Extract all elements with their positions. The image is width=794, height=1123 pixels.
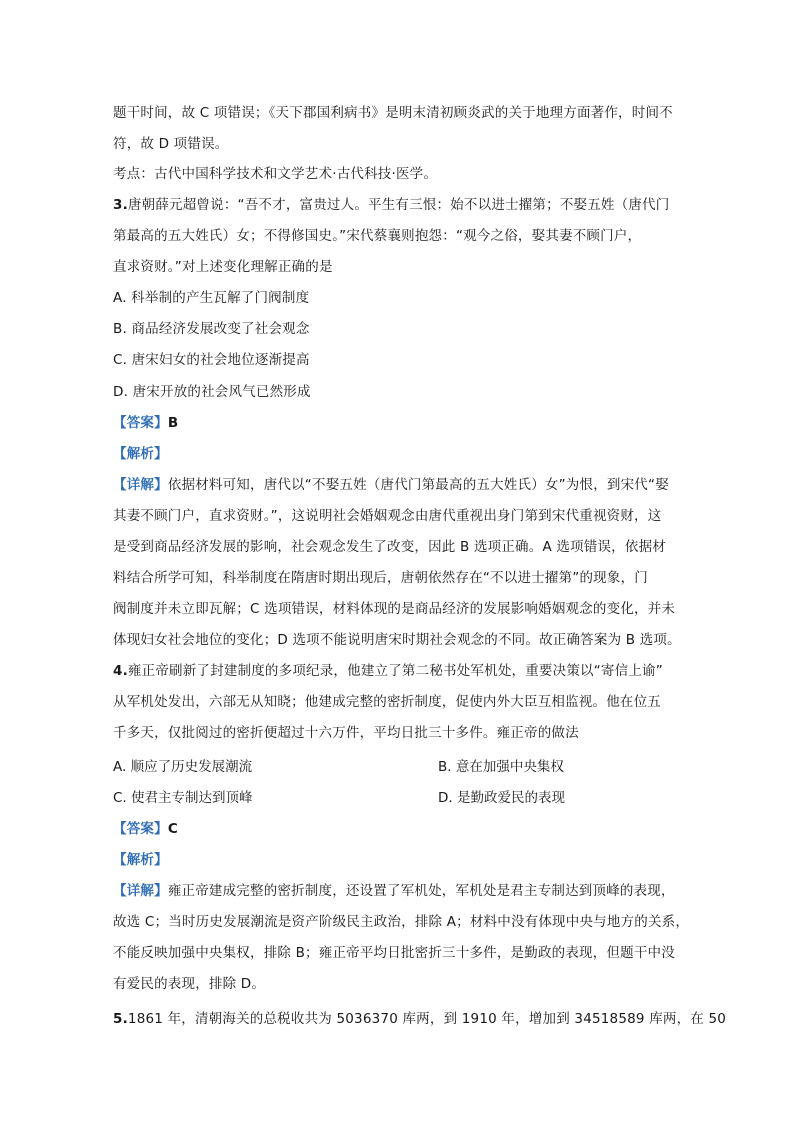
answer-value: C [167,821,178,837]
detail-line: 体现妇女社会地位的变化；D 选项不能说明唐宋时期社会观念的不同。故正确答案为 B 选项。 [113,632,681,648]
exam-point-line: 考点：古代中国科学技术和文学艺术·古代科技·医学。 [113,166,438,182]
option-d: D. 是勤政爱民的表现 [438,790,565,806]
detail-line: 故选 C；当时历史发展潮流是资产阶级民主政治，排除 A；材料中没有体现中央与地方的关系， [113,914,690,930]
question-3-stem [113,195,683,215]
detail-tag: 【详解】 [113,477,168,493]
answer-tag: 【答案】 [113,415,168,431]
detail-line: 不能反映加强中央集权，排除 B；雍正帝平均日批密折三十多件，是勤政的表现，但题干中没 [113,945,675,961]
question-4-stem-line: 从军机处发出，六部无从知晓；他建成完整的密折制度，促使内外大臣互相监视。他在位五 [113,694,661,710]
analysis-label: 【解析】 [113,852,168,868]
analysis-tag [113,850,683,870]
question-number: 3. [113,197,128,213]
detail-line: 其妻不顾门户，直求资财。”，这说明社会婚姻观念由唐代重视出身门第到宋代重视资财，这 [113,508,662,524]
option-b: B. 商品经济发展改变了社会观念 [113,321,310,337]
stem-text: 1861 年，清朝海关的总税收共为 5036370 库两，到 1910 年，增加到 34518589 库两，在 50 [127,1011,727,1027]
stem-text: 唐朝薛元超曾说：“吾不才，富贵过人。平生有三恨：始不以进士擢第；不娶五姓（唐代门 [127,197,670,213]
option-b: B. 意在加强中央集权 [438,759,564,775]
answer-line [113,413,683,433]
question-3-stem-line: 第最高的五大姓氏）女；不得修国史。”宋代蔡襄则抱怨：“观今之俗，娶其妻不顾门户， [113,228,642,244]
detail-line: 有爱民的表现，排除 D。 [113,976,266,992]
option-a: A. 科举制的产生瓦解了门阀制度 [113,290,310,306]
answer-tag: 【答案】 [113,821,168,837]
option-d: D. 唐宋开放的社会风气已然形成 [113,384,311,400]
detail-tag: 【详解】 [113,883,168,899]
question-3-stem-line: 直求资财。”对上述变化理解正确的是 [113,259,333,275]
stem-text: 雍正帝刷新了封建制度的多项纪录，他建立了第二秘书处军机处，重要决策以“寄信上谕” [127,663,663,679]
question-number: 5. [113,1011,128,1027]
analysis-tag [113,444,683,464]
question-number: 4. [113,663,128,679]
question-4-stem [113,661,683,681]
detail-line [113,475,683,495]
detail-line: 是受到商品经济发展的影响，社会观念发生了改变，因此 B 选项正确。A 选项错误，依据材 [113,539,666,555]
detail-line: 料结合所学可知，科举制度在隋唐时期出现后，唐朝依然存在“不以进士擢第”的现象，门 [113,570,648,586]
answer-value: B [167,415,179,431]
answer-line [113,819,683,839]
question-4-stem-line: 千多天，仅批阅过的密折便超过十六万件，平均日批三十多件。雍正帝的做法 [113,725,579,741]
detail-line: 阀制度并未立即瓦解；C 选项错误，材料体现的是商品经济的发展影响婚姻观念的变化，并未 [113,601,676,617]
paragraph-line: 符，故 D 项错误。 [113,136,229,152]
analysis-label: 【解析】 [113,446,168,462]
detail-text: 依据材料可知，唐代以“不娶五姓（唐代门第最高的五大姓氏）女”为恨，到宋代“娶 [167,477,669,493]
option-a: A. 顺应了历史发展潮流 [113,759,253,775]
question-5-stem [113,1009,727,1029]
detail-line [113,881,683,901]
option-c: C. 唐宋妇女的社会地位逐渐提高 [113,352,310,368]
option-c: C. 使君主专制达到顶峰 [113,790,253,806]
paragraph-line: 题干时间，故 C 项错误；《天下郡国利病书》是明末清初顾炎武的关于地理方面著作，时间不 [113,105,673,121]
detail-text: 雍正帝建成完整的密折制度，还设置了军机处，军机处是君主专制达到顶峰的表现， [167,883,675,899]
